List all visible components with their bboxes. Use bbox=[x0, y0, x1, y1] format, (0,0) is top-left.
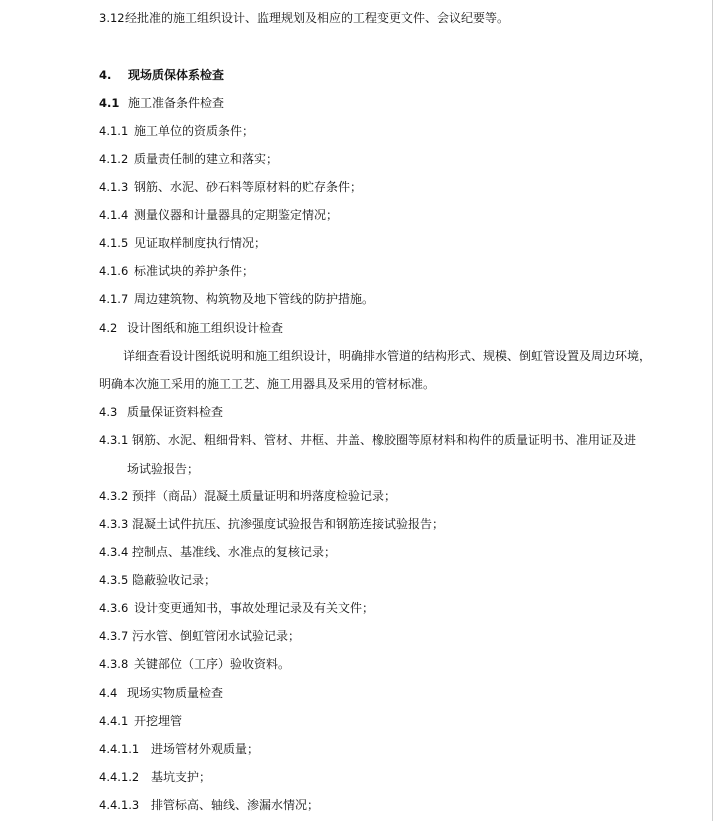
clause-text: 现场实物质量检查 bbox=[127, 686, 224, 700]
clause-number: 4.1.6 bbox=[99, 264, 129, 278]
clause-number: 3.12 bbox=[99, 11, 125, 25]
clause-4-3-1-continuation: 场试验报告； bbox=[127, 462, 200, 476]
clause-text: 施工单位的资质条件； bbox=[134, 124, 255, 138]
clause-number: 4.1.4 bbox=[99, 208, 129, 222]
clause-text: 隐蔽验收记录； bbox=[132, 573, 217, 587]
clause-number: 4.3.7 bbox=[99, 629, 129, 643]
paragraph-line-2: 明确本次施工采用的施工工艺、施工用器具及采用的管材标准。 bbox=[99, 377, 436, 391]
clause-number: 4.1.2 bbox=[99, 152, 129, 166]
clause-text: 周边建筑物、构筑物及地下管线的防护措施。 bbox=[134, 292, 375, 306]
clause-text: 见证取样制度执行情况； bbox=[134, 236, 267, 250]
clause-number: 4.1.1 bbox=[99, 124, 129, 138]
clause-text: 测量仪器和计量器具的定期鉴定情况； bbox=[134, 208, 339, 222]
clause-number: 4.3.4 bbox=[99, 545, 129, 559]
clause-number: 4.1.3 bbox=[99, 180, 129, 194]
clause-number: 4.1.5 bbox=[99, 236, 129, 250]
clause-text: 经批准的施工组织设计、监理规划及相应的工程变更文件、会议纪要等。 bbox=[125, 11, 510, 25]
clause-number: 4.2 bbox=[99, 321, 118, 335]
section-number: 4. bbox=[99, 68, 112, 82]
clause-text: 设计变更通知书，事故处理记录及有关文件； bbox=[134, 601, 375, 615]
clause-text: 质量责任制的建立和落实； bbox=[134, 152, 279, 166]
clause-text: 施工准备条件检查 bbox=[128, 96, 225, 110]
clause-text: 预拌（商品）混凝土质量证明和坍落度检验记录； bbox=[132, 489, 397, 503]
paragraph-line-1: 详细查看设计图纸说明和施工组织设计，明确排水管道的结构形式、规模、倒虹管设置及周边环境， bbox=[123, 349, 652, 363]
clause-number: 4.3.6 bbox=[99, 601, 129, 615]
clause-text: 进场管材外观质量； bbox=[151, 742, 260, 756]
clause-number: 4.1 bbox=[99, 96, 120, 110]
clause-number: 4.3.8 bbox=[99, 657, 129, 671]
clause-number: 4.3.2 bbox=[99, 489, 129, 503]
clause-text: 钢筋、水泥、粗细骨料、管材、井框、井盖、橡胶圈等原材料和构件的质量证明书、准用证及进 bbox=[132, 433, 637, 447]
clause-text: 设计图纸和施工组织设计检查 bbox=[127, 321, 284, 335]
clause-text: 基坑支护； bbox=[151, 770, 212, 784]
clause-number: 4.4.1 bbox=[99, 714, 129, 728]
clause-text: 钢筋、水泥、砂石料等原材料的贮存条件； bbox=[134, 180, 363, 194]
body-paragraph bbox=[99, 342, 679, 398]
clause-text: 控制点、基准线、水准点的复核记录； bbox=[132, 545, 337, 559]
clause-text: 质量保证资料检查 bbox=[127, 405, 224, 419]
clause-text: 标准试块的养护条件； bbox=[134, 264, 255, 278]
clause-number: 4.4.1.2 bbox=[99, 770, 140, 784]
clause-text: 开挖埋管 bbox=[134, 714, 183, 728]
clause-number: 4.4.1.3 bbox=[99, 798, 140, 812]
section-title: 现场质保体系检查 bbox=[128, 68, 225, 82]
clause-number: 4.3.3 bbox=[99, 517, 129, 531]
clause-text: 排管标高、轴线、渗漏水情况； bbox=[151, 798, 320, 812]
clause-number: 4.3 bbox=[99, 405, 118, 419]
clause-number: 4.3.5 bbox=[99, 573, 129, 587]
clause-number: 4.4.1.1 bbox=[99, 742, 140, 756]
clause-text: 关键部位（工序）验收资料。 bbox=[134, 657, 291, 671]
clause-number: 4.1.7 bbox=[99, 292, 129, 306]
clause-number: 4.3.1 bbox=[99, 433, 129, 447]
clause-text: 污水管、倒虹管闭水试验记录； bbox=[132, 629, 301, 643]
clause-number: 4.4 bbox=[99, 686, 118, 700]
clause-text: 混凝土试件抗压、抗渗强度试验报告和钢筋连接试验报告； bbox=[132, 517, 445, 531]
